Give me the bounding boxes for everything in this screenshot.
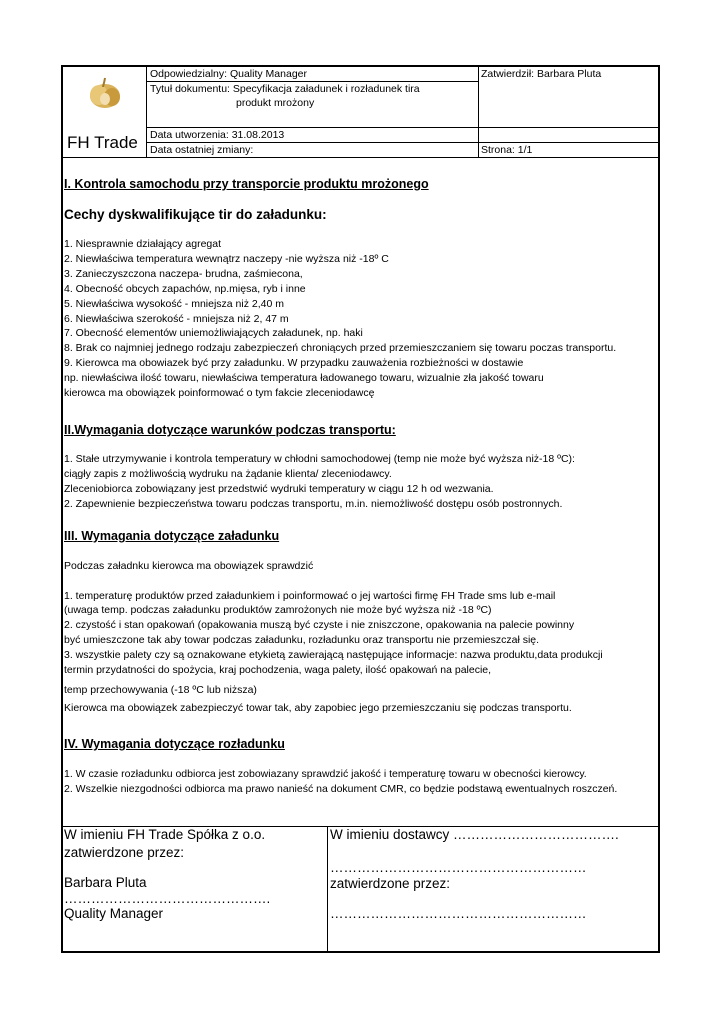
list-item: 2. Wszelkie niezgodności odbiorca ma prawo nanieść na dokument CMR, co będzie podstawą ewentualnych roszczeń. (64, 783, 618, 795)
list-item: temp przechowywania (-18 ºC lub niższa) (64, 684, 257, 696)
garlic-logo-icon (79, 70, 131, 112)
section-3-intro: Podczas załadnku kierowca ma obowiązek sprawdzić (64, 560, 314, 572)
list-item: 7. Obecność elementów uniemożliwiających załadunek, np. haki (64, 327, 363, 339)
list-item: termin przydatności do spożycia, kraj pochodzenia, waga palety, ilość opakowań na palecie, (64, 664, 492, 676)
list-item: 3. wszystkie palety czy są oznakowane etykietą zawierającą następujące informacje: nazwa produktu,data produkcji (64, 649, 603, 661)
header-divider (146, 65, 147, 157)
list-item: 5. Niewłaściwa wysokość - mniejsza niż 2,40 m (64, 298, 284, 310)
list-item: 1. Stałe utrzymywanie i kontrola temperatury w chłodni samochodowej (temp nie może być wyższa niż-18 ºC): (64, 453, 575, 465)
list-item: 4. Obecność obcych zapachów, np.mięsa, ryb i inne (64, 283, 306, 295)
list-item: 9. Kierowca ma obowiazek być przy załadunku. W przypadku zauważenia rozbieżności w dostawie (64, 357, 524, 369)
responsible-label: Odpowiedzialny: Quality Manager (150, 68, 307, 80)
list-item: 2. Zapewnienie bezpieczeństwa towaru podczas transportu, m.in. niemożliwość dostępu osób postronnych. (64, 498, 563, 510)
signature-right-line2: zatwierdzone przez: (330, 876, 451, 891)
section-1-subtitle: Cechy dyskwalifikujące tir do załadunku: (64, 207, 327, 222)
signature-right-line1: W imieniu dostawcy ………………………………. (330, 827, 619, 842)
list-item: 2. czystość i stan opakowań (opakowania muszą być czyste i nie zniszczone, opakowania na palecie powinny (64, 619, 575, 631)
approved-label: Zatwierdził: Barbara Pluta (481, 68, 602, 80)
list-item: 2. Niewłaściwa temperatura wewnątrz naczepy -nie wyższa niż -18º C (64, 253, 389, 265)
header-divider (478, 65, 479, 157)
list-item: 1. temperaturę produktów przed załadunkiem i poinformować o jej wartości firmę FH Trade sms lub e-mail (64, 590, 556, 602)
section-2-title: II.Wymagania dotyczące warunków podczas transportu: (64, 423, 396, 437)
list-item: (uwaga temp. podczas załadunku produktów zamrożonych nie może być wyższa niż -18 ºC) (64, 604, 492, 616)
header-divider (479, 142, 660, 143)
list-item: 3. Zanieczyszczona naczepa- brudna, zaśmiecona, (64, 268, 303, 280)
header-divider (147, 81, 479, 82)
section-4-title: IV. Wymagania dotyczące rozładunku (64, 737, 285, 751)
signature-right-dots1: ………………………………………………… (330, 860, 587, 875)
list-item: np. niewłaściwa ilość towaru, niewłaściwa temperatura ładowanego towaru, wizualnie zła jakość towaru (64, 372, 544, 384)
section-3-note: Kierowca ma obowiązek zabezpieczyć towar tak, aby zapobiec jego przemieszczaniu się podczas transportu. (64, 702, 572, 714)
list-item: ciągły zapis z możliwością wydruku na żądanie klienta/ zleceniodawcy. (64, 468, 392, 480)
header-divider (147, 142, 479, 143)
signature-right-dots2: ………………………………………………… (330, 906, 587, 921)
header-bottom-line (61, 157, 660, 158)
section-1-title: I. Kontrola samochodu przy transporcie produktu mrożonego (64, 177, 429, 191)
list-item: kierowca ma obowiązek poinformować o tym fakcie zleceniodawcę (64, 387, 375, 399)
signature-divider (327, 826, 328, 953)
company-name: FH Trade (67, 133, 138, 152)
header-divider (147, 127, 660, 128)
list-item: 1. Niesprawnie działający agregat (64, 238, 222, 250)
page-number: Strona: 1/1 (481, 144, 533, 156)
list-item: Zleceniobiorca zobowiązany jest przedstwić wydruki temperatury w ciągu 12 h od wezwania. (64, 483, 494, 495)
signature-left-role: Quality Manager (64, 906, 164, 921)
document-title: Tytuł dokumentu: Specyfikacja załadunek i rozładunek tira (150, 83, 420, 95)
list-item: 6. Niewłaściwa szerokość - mniejsza niż 2, 47 m (64, 313, 289, 325)
document-title-line2: produkt mrożony (236, 97, 315, 109)
list-item: być umieszczone tak aby towar podczas załadunku, rozładunku oraz transportu nie przemieszczał się. (64, 634, 540, 646)
list-item: 8. Brak co najmniej jednego rodzaju zabezpieczeń chroniących przed przemieszczaniem się towaru poczas transportu. (64, 342, 617, 354)
last-change-date: Data ostatniej zmiany: (150, 144, 254, 156)
signature-left-line1: W imieniu FH Trade Spółka z o.o. (64, 827, 266, 842)
signature-left-dots: ………………………………………. (64, 891, 271, 906)
signature-left-line2: zatwierdzone przez: (64, 845, 185, 860)
list-item: 1. W czasie rozładunku odbiorca jest zobowiazany sprawdzić jakość i temperaturę towaru w obecności kierowcy. (64, 768, 587, 780)
signature-left-name: Barbara Pluta (64, 875, 147, 890)
creation-date: Data utworzenia: 31.08.2013 (150, 129, 285, 141)
section-3-title: III. Wymagania dotyczące załadunku (64, 529, 280, 543)
